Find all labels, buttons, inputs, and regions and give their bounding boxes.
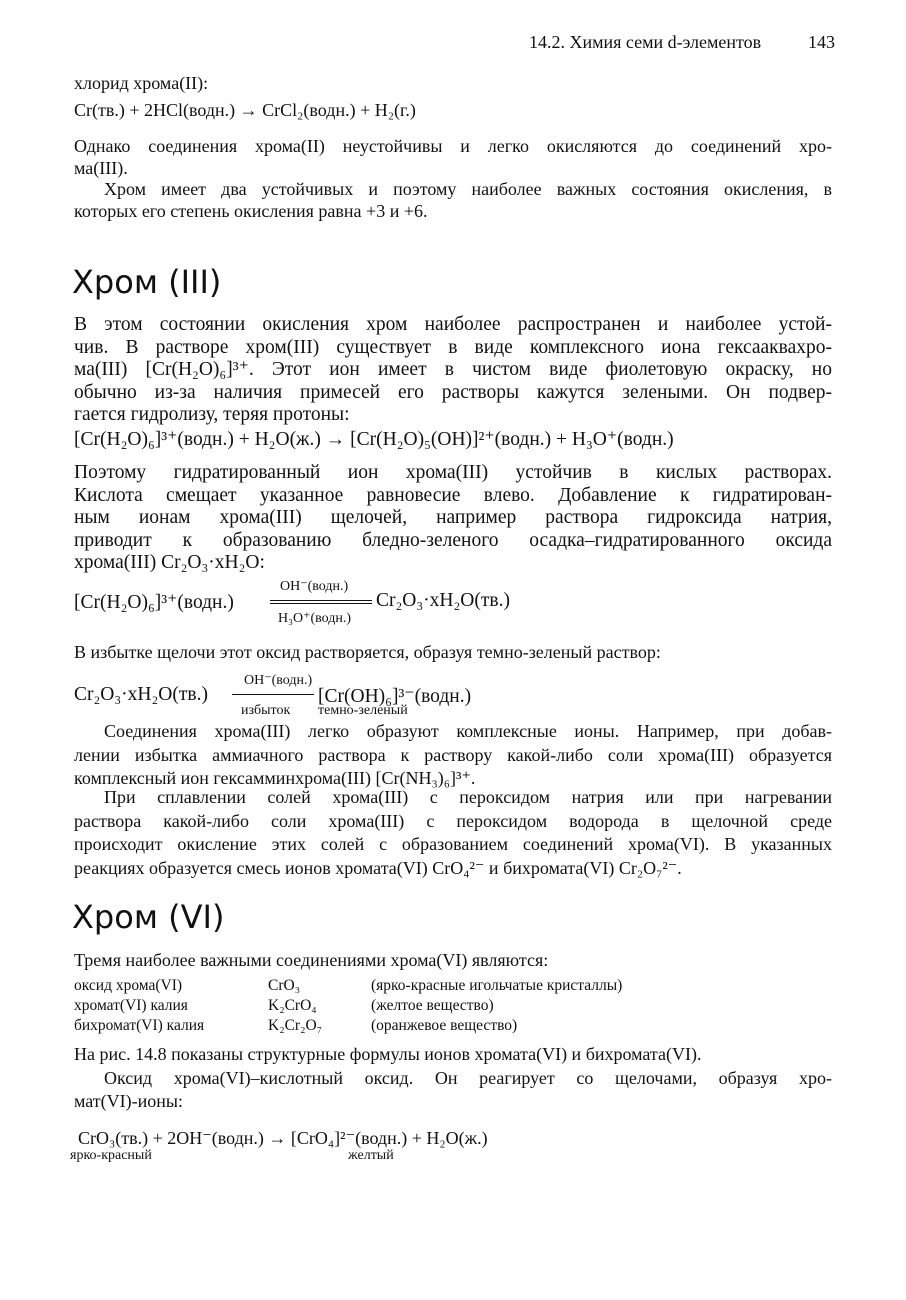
text-line: При сплавлении солей хрома(III) с пероксидом натрия или при нагревании xyxy=(104,787,832,807)
equation-hydrolysis: [Cr(H₂O)₆]³⁺(водн.) + H₂O(ж.) → [Cr(H₂O)₅(OH)]²⁺(водн.) + H₃O⁺(водн.) xyxy=(74,429,674,450)
text-line: Хром имеет два устойчивых и поэтому наиболее важных состояния окисления, в xyxy=(104,179,832,199)
text-line: раствора какой-либо соли хрома(III) с пероксидом водорода в щелочной среде xyxy=(74,810,832,831)
paragraph-cr3-intro xyxy=(74,314,832,427)
text-line: чив. В растворе хром(III) существует в виде комплексного иона гексааквахро- xyxy=(74,336,832,358)
compound-description: (желтое вещество) xyxy=(371,997,494,1014)
equilibrium-arrow xyxy=(270,600,372,604)
equation-cr-hcl: Cr(тв.) + 2HCl(водн.) → CrCl₂(водн.) + H₂(г.) xyxy=(74,100,416,120)
intro-line: хлорид хрома(II): xyxy=(74,73,209,93)
equation-3-condition-under: избыток xyxy=(241,703,291,718)
intro-paragraph-2 xyxy=(74,178,832,222)
paragraph-complex-ions xyxy=(74,720,832,791)
text-line: Поэтому гидратированный ион хрома(III) устойчив в кислых растворах. xyxy=(74,462,832,483)
text-line: ма(III) [Cr(H₂O)₆]³⁺. Этот ион имеет в чистом виде фиолетовую окраску, но xyxy=(74,359,832,380)
compound-name: бихромат(VI) калия xyxy=(74,1017,205,1034)
equation-3-left: Cr₂O₃·xH₂O(тв.) xyxy=(74,684,208,705)
paragraph-excess-alkali: В избытке щелочи этот оксид растворяется, образуя темно-зеленый раствор: xyxy=(74,642,661,662)
text-line: приводит к образованию бледно-зеленого осадка–гидратированного оксида xyxy=(74,529,832,551)
paragraph-oxidation xyxy=(74,786,832,880)
equation-3-condition-over: OH⁻(водн.) xyxy=(244,673,313,688)
equation-2-left: [Cr(H₂O)₆]³⁺(водн.) xyxy=(74,592,234,613)
compound-formula: K₂Cr₂O₇ xyxy=(268,1017,323,1034)
equation-cro3-alkali: CrO₃(тв.) + 2OH⁻(водн.) → [CrO₄]²⁻(водн.) + H₂O(ж.) xyxy=(78,1128,488,1148)
compound-description: (оранжевое вещество) xyxy=(371,1017,518,1034)
paragraph-acidic-oxide xyxy=(74,1067,832,1113)
reaction-arrow xyxy=(232,694,314,695)
text-line: Однако соединения хрома(II) неустойчивы и легко окисляются до соединений хро- xyxy=(74,136,832,156)
section-heading-chromium-vi: Хром (VI) xyxy=(72,898,225,936)
text-line: мат(VI)-ионы: xyxy=(74,1091,183,1111)
compound-name: оксид хрома(VI) xyxy=(74,977,183,994)
paragraph-cr6-compounds: Тремя наиболее важными соединениями хрома(VI) являются: xyxy=(74,950,549,970)
paragraph-figure-reference: На рис. 14.8 показаны структурные формулы ионов хромата(VI) и бихромата(VI). xyxy=(74,1044,702,1064)
text-line: Соединения хрома(III) легко образуют комплексные ионы. Например, при добав- xyxy=(104,721,832,741)
paragraph-hydrated-ion xyxy=(74,462,832,575)
compound-name: хромат(VI) калия xyxy=(74,997,188,1014)
text-line: ма(III). xyxy=(74,158,128,178)
equation-2-condition-under: H₃O⁺(водн.) xyxy=(278,611,352,626)
text-line: обычно из-за наличия примесей его растворы кажутся зелеными. Он подвер- xyxy=(74,381,832,403)
text-line: комплексный ион гексамминхрома(III) [Cr(NH₃)₆]³⁺. xyxy=(74,768,476,788)
equation-4-reactant-label: ярко-красный xyxy=(70,1148,152,1163)
equation-2-condition-over: OH⁻(водн.) xyxy=(280,579,349,594)
running-title: 14.2. Химия семи d-элементов xyxy=(529,32,762,52)
text-line: происходит окисление этих солей с образованием соединений хрома(VI). В указанных xyxy=(74,834,832,854)
compound-formula: CrO₃ xyxy=(268,977,301,994)
text-line: которых его степень окисления равна +3 и +6. xyxy=(74,201,428,221)
equation-3-product-label: темно-зеленый xyxy=(318,703,408,718)
text-line: В этом состоянии окисления хром наиболее распространен и наиболее устой- xyxy=(74,314,832,335)
intro-paragraph-1 xyxy=(74,135,832,179)
text-line: лении избытка аммиачного раствора к раствору какой-либо соли хрома(III) образуется xyxy=(74,744,832,765)
text-line: Оксид хрома(VI)–кислотный оксид. Он реагирует со щелочами, образуя хро- xyxy=(104,1068,832,1088)
compound-formula: K₂CrO₄ xyxy=(268,997,317,1014)
text-line: реакциях образуется смесь ионов хромата(VI) CrO₄²⁻ и бихромата(VI) Cr₂O₇²⁻. xyxy=(74,857,682,878)
section-heading-chromium-iii: Хром (III) xyxy=(72,263,222,301)
text-line: Кислота смещает указанное равновесие влево. Добавление к гидратирован- xyxy=(74,484,832,506)
equation-2-right: Cr₂O₃·xH₂O(тв.) xyxy=(376,590,510,611)
compound-description: (ярко-красные игольчатые кристаллы) xyxy=(371,977,623,994)
text-line: гается гидролизу, теряя протоны: xyxy=(74,404,350,425)
equation-4-product-label: желтый xyxy=(348,1148,394,1163)
page-number: 143 xyxy=(808,32,835,52)
equation-3-right: [Cr(OH)₆]³⁻(водн.) xyxy=(318,686,472,707)
text-line: ным ионам хрома(III) щелочей, например раствора гидроксида натрия, xyxy=(74,507,832,528)
text-line: хрома(III) Cr₂O₃·xH₂O: xyxy=(74,552,265,573)
